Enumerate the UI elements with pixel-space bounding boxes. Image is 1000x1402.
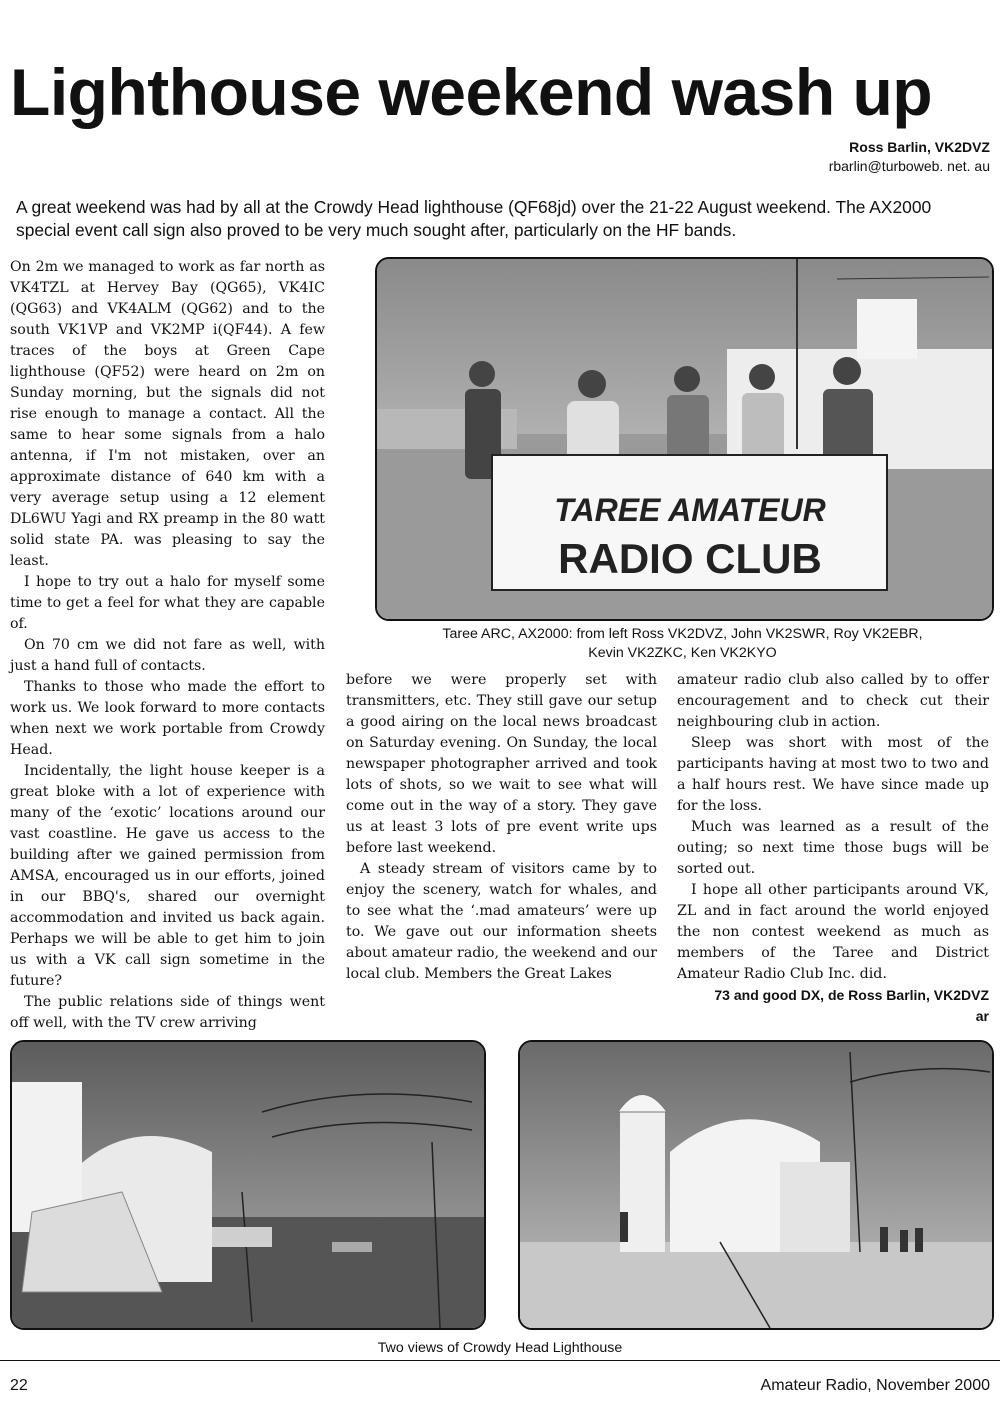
body-column-3 xyxy=(677,670,989,1027)
paragraph: before we were properly set with transmitters, etc. They still gave our setup a good airing on the local news broadcast on Saturday evening. On Sunday, the local newspaper photographer arrived and took lots of shots, so we wait to see what will come out in the way of a story. They gave us at least 3 lots of pre event write ups before last weekend. xyxy=(346,672,657,856)
signoff: 73 and good DX, de Ross Barlin, VK2DVZ xyxy=(714,987,989,1003)
lighthouse-photo-right xyxy=(518,1040,994,1330)
byline xyxy=(829,138,990,176)
paragraph: Sleep was short with most of the participants having at most two to two and a half hours rest. We have since made up for the loss. xyxy=(677,735,989,814)
author-email: rbarlin@turboweb. net. au xyxy=(828,158,990,174)
paragraph: Thanks to those who made the effort to work us. We look forward to more contacts when next we work portable from Crowdy Head. xyxy=(10,679,325,758)
paragraph: On 2m we managed to work as far north as VK4TZL at Hervey Bay (QG65), VK4IC (QG63) and VK4ALM (QG62) and to the south VK1VP and VK2MP i(QF44). A few traces of the boys at Green Cape lighthouse (QF52) were heard on 2m on Sunday morning, but the signals did not rise enough to manage a contact. All the same to hear some signals from a halo antenna, if I'm not mistaken, over an approximate distance of 640 km with a very average setup using a 12 element DL6WU Yagi and RX preamp in the 80 watt solid state PA. was pleasing to say the least. xyxy=(10,259,325,569)
lead-paragraph: A great weekend was had by all at the Crowdy Head lighthouse (QF68jd) over the 21-22 August weekend. The AX2000 special event call sign also proved to be very much sought after, particularly on the HF bands. xyxy=(16,197,932,240)
article-title: Lighthouse weekend wash up xyxy=(10,55,933,129)
caption-line: Taree ARC, AX2000: from left Ross VK2DVZ, John VK2SWR, Roy VK2EBR, xyxy=(442,626,923,642)
lighthouse-right-illustration xyxy=(520,1042,992,1328)
paragraph: I hope all other participants around VK, ZL and in fact around the world enjoyed the non contest weekend as much as members of the Taree and District Amateur Radio Club Inc. did. xyxy=(677,882,989,982)
lighthouse-caption: Two views of Crowdy Head Lighthouse xyxy=(377,1340,623,1356)
end-mark: ar xyxy=(975,1008,989,1024)
club-photo-illustration xyxy=(377,259,992,619)
paragraph: On 70 cm we did not fare as well, with just a hand full of contacts. xyxy=(10,637,325,674)
lighthouse-left-illustration xyxy=(12,1042,484,1328)
club-group-photo xyxy=(375,257,994,621)
body-column-2 xyxy=(346,670,657,985)
banner-line-2: RADIO CLUB xyxy=(558,535,822,582)
banner-line-1: TAREE AMATEUR xyxy=(554,492,826,528)
paragraph: amateur radio club also called by to offer encouragement and to check cut their neighbouring club in action. xyxy=(677,672,989,730)
page-number: 22 xyxy=(10,1377,28,1394)
lighthouse-photo-left xyxy=(10,1040,486,1330)
paragraph: The public relations side of things went off well, with the TV crew arriving xyxy=(10,994,325,1031)
paragraph: I hope to try out a halo for myself some time to get a feel for what they are capable of. xyxy=(10,574,325,632)
publication-footer: Amateur Radio, November 2000 xyxy=(760,1377,990,1394)
paragraph: Much was learned as a result of the outing; so next time those bugs will be sorted out. xyxy=(677,819,989,877)
paragraph: A steady stream of visitors came by to enjoy the scenery, watch for whales, and to see what the ‘.mad amateurs’ were up to. We gave out our information sheets about amateur radio, the weekend and our local club. Members the Great Lakes xyxy=(346,861,657,982)
club-photo-caption xyxy=(375,625,990,663)
author-name: Ross Barlin, VK2DVZ xyxy=(849,139,990,155)
caption-line: Kevin VK2ZKC, Ken VK2KYO xyxy=(588,645,777,661)
footer-rule xyxy=(0,1360,1000,1361)
body-column-1 xyxy=(10,257,325,1034)
paragraph: Incidentally, the light house keeper is a great bloke with a lot of experience with many of the ‘exotic’ locations around our vast coastline. He gave us access to the building after we gained permission from AMSA, encouraged us in our efforts, joined in our BBQ's, shared our overnight accommodation and invited us back again. Perhaps we will be able to get him to join us with a VK call sign sometime in the future? xyxy=(10,763,325,989)
